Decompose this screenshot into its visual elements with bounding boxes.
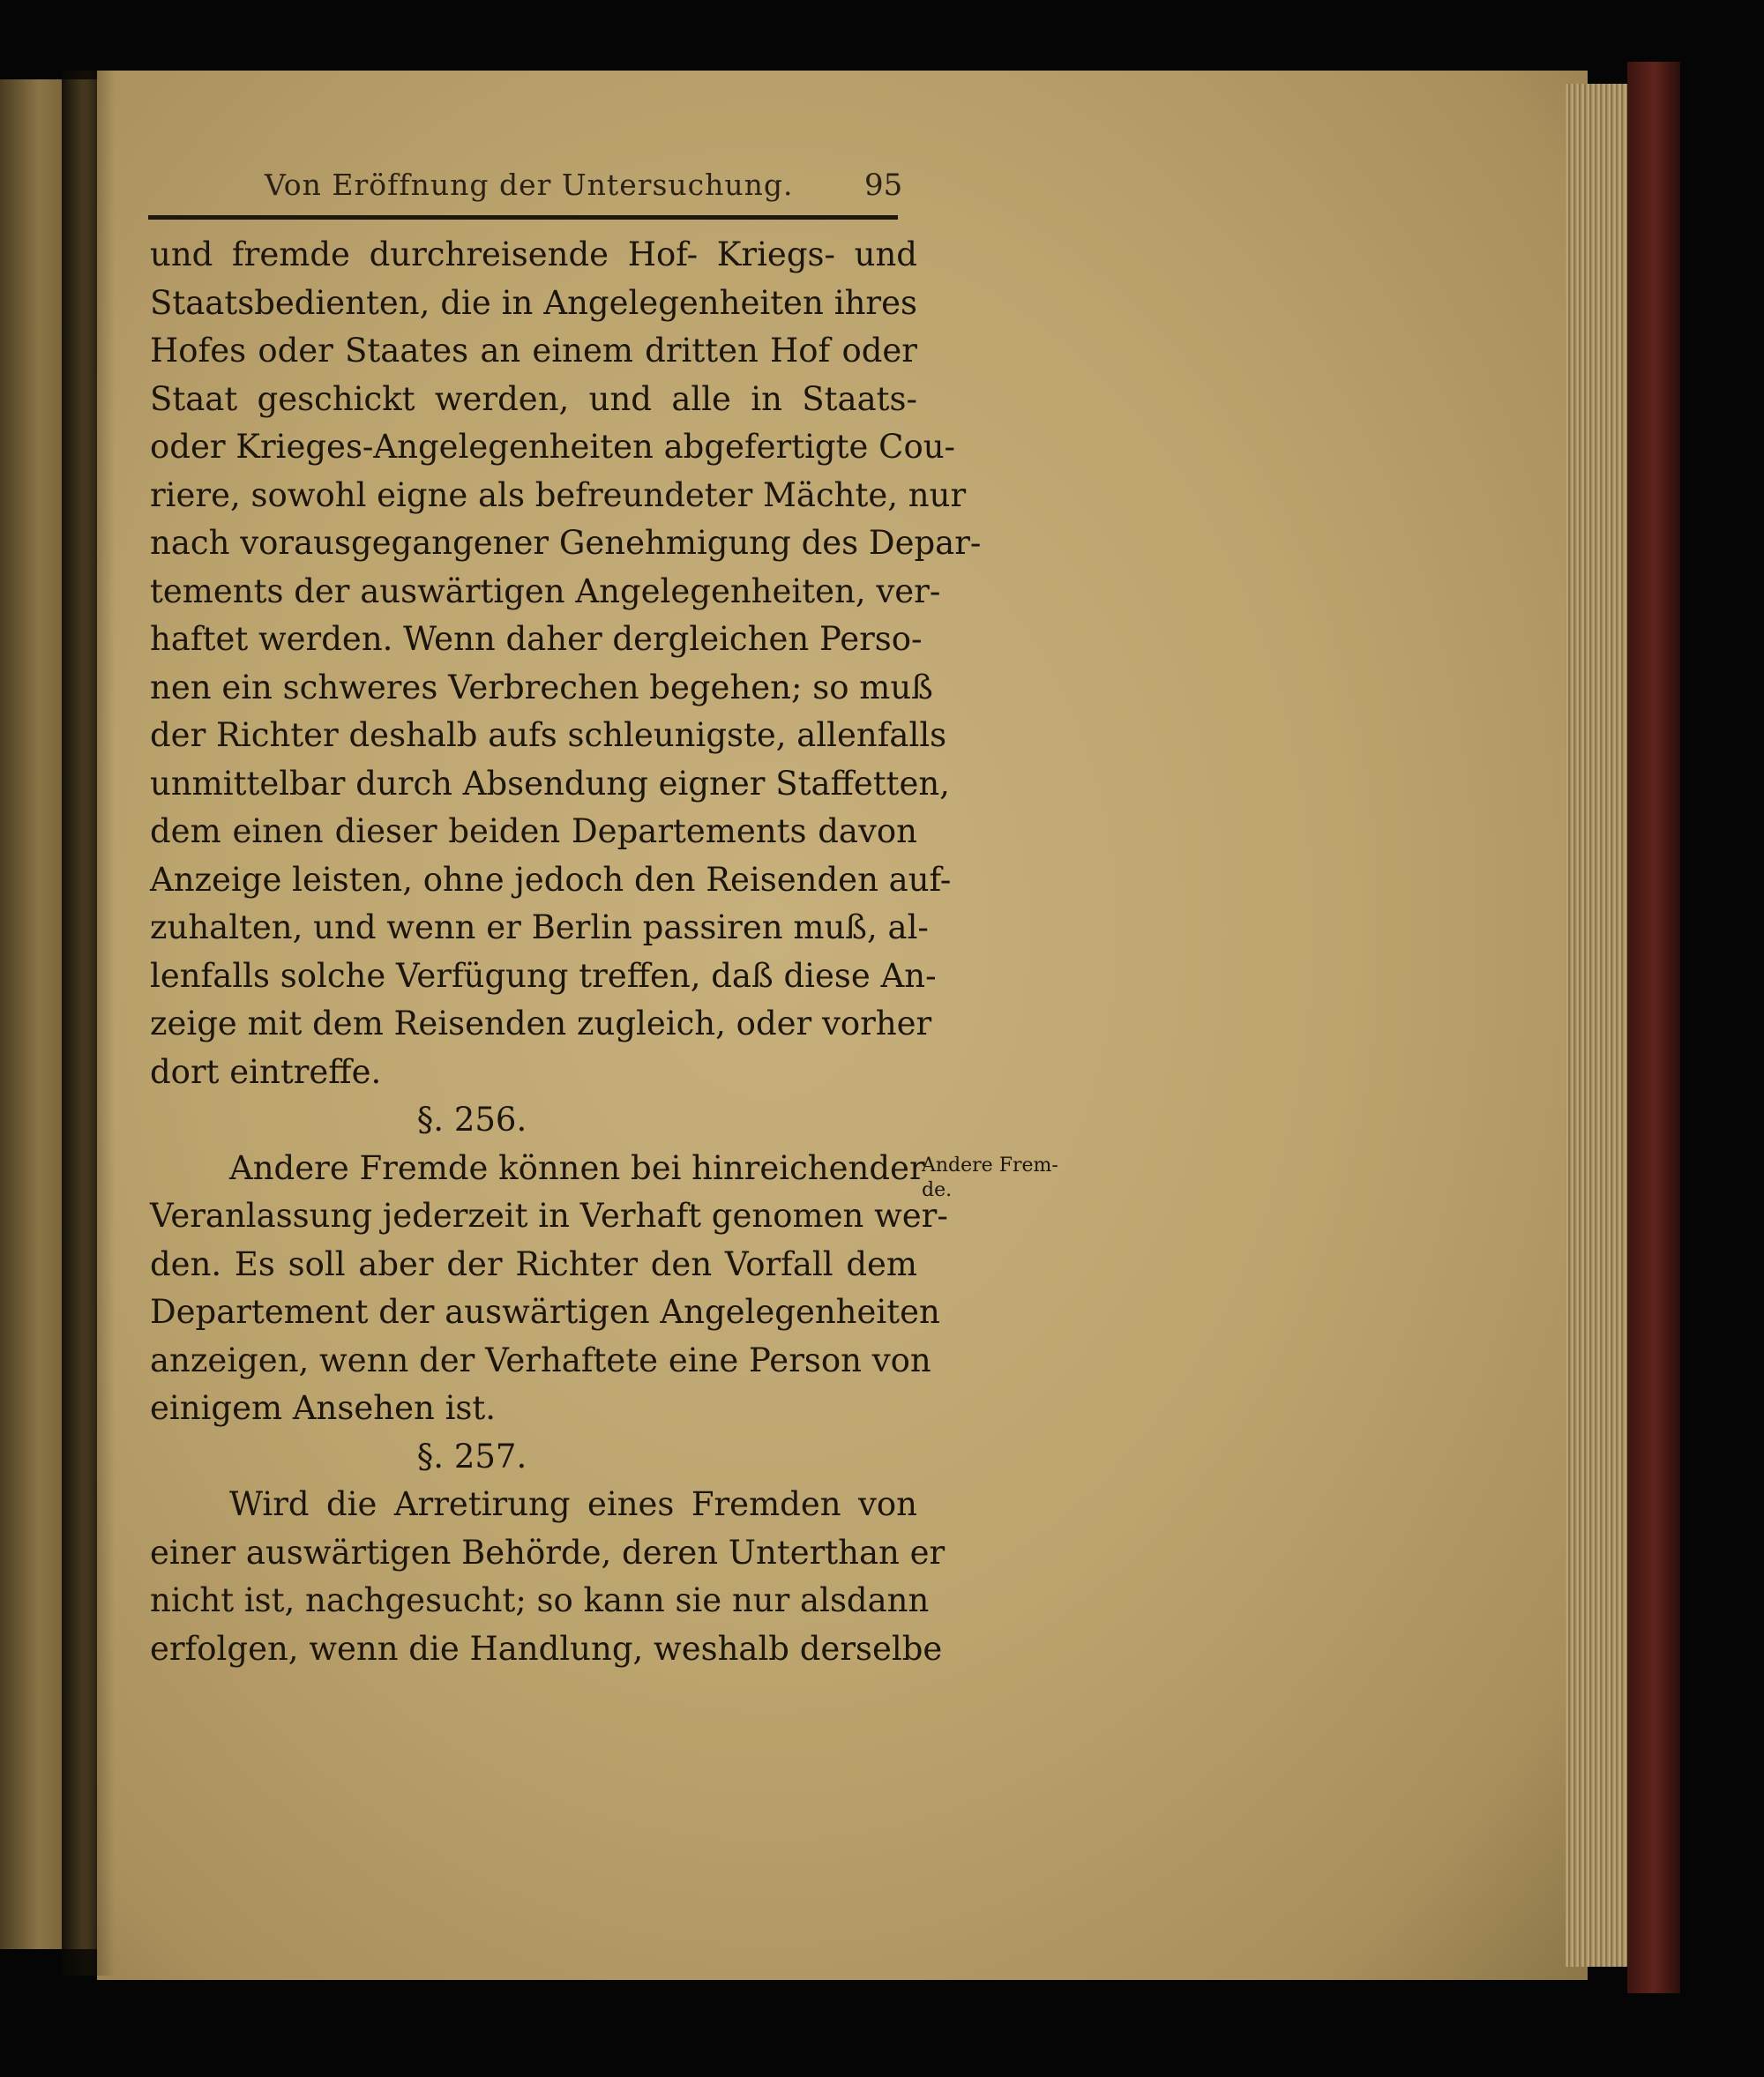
text-line: Staatsbedienten, die in Angelegenheiten ihres	[150, 283, 917, 322]
section-heading-256: §. 256.	[416, 1101, 527, 1139]
text-line: Departement der auswärtigen Angelegenheiten	[150, 1293, 940, 1331]
section-heading-257: §. 257.	[416, 1437, 527, 1476]
text-line: unmittelbar durch Absendung eigner Staffetten,	[150, 764, 950, 803]
marginal-note-line: Andere Frem-	[922, 1154, 1058, 1177]
running-head: Von Eröffnung der Untersuchung.	[265, 168, 794, 202]
text-line: und fremde durchreisende Hof- Kriegs- und	[150, 235, 917, 273]
text-line: dem einen dieser beiden Departements davon	[150, 812, 917, 850]
page-number: 95	[864, 168, 903, 203]
page-stack-edge	[1566, 84, 1627, 1967]
text-line: tements der auswärtigen Angelegenheiten, ver-	[150, 572, 941, 610]
text-line: einer auswärtigen Behörde, deren Unterthan er	[150, 1533, 946, 1572]
text-line: Anzeige leisten, ohne jedoch den Reisenden auf-	[150, 860, 952, 899]
text-line: riere, sowohl eigne als befreundeter Mächte, nur	[150, 475, 967, 514]
text-line: haftet werden. Wenn daher dergleichen Perso-	[150, 620, 923, 658]
text-line: Veranlassung jederzeit in Verhaft genomen wer-	[150, 1197, 948, 1235]
text-line: der Richter deshalb aufs schleunigste, allenfalls	[150, 716, 947, 754]
text-line: Hofes oder Staates an einem dritten Hof oder	[150, 332, 917, 370]
book-binding	[1627, 62, 1680, 1993]
paragraph-1	[150, 231, 982, 1096]
body-text	[150, 231, 982, 1673]
text-line: Staat geschickt werden, und alle in Staats-	[150, 379, 917, 418]
text-line: lenfalls solche Verfügung treffen, daß diese An-	[150, 956, 937, 995]
text-line: dort eintreffe.	[150, 1052, 382, 1091]
paragraph-257	[150, 1481, 946, 1673]
text-line: erfolgen, wenn die Handlung, weshalb derselbe	[150, 1629, 943, 1668]
text-line: anzeigen, wenn der Verhaftete eine Person von	[150, 1341, 931, 1379]
gutter-shadow	[62, 71, 115, 1976]
text-line: nicht ist, nachgesucht; so kann sie nur alsdann	[150, 1581, 930, 1619]
text-line: einigem Ansehen ist.	[150, 1389, 497, 1427]
text-line: zuhalten, und wenn er Berlin passiren muß, al-	[150, 908, 929, 946]
text-line: oder Krieges-Angelegenheiten abgefertigte Cou-	[150, 428, 956, 466]
text-line: nen ein schweres Verbrechen begehen; so muß	[150, 668, 933, 706]
text-line: Wird die Arretirung eines Fremden von	[229, 1485, 917, 1523]
text-line: nach vorausgegangener Genehmigung des Depar-	[150, 524, 982, 562]
marginal-note	[922, 1154, 1107, 1203]
header-rule	[148, 215, 898, 220]
marginal-note-line: de.	[922, 1179, 953, 1201]
text-line: zeige mit dem Reisenden zugleich, oder vorher	[150, 1005, 932, 1042]
paragraph-256	[150, 1145, 948, 1433]
text-line: den. Es soll aber der Richter den Vorfall dem	[150, 1244, 917, 1283]
text-line: Andere Fremde können bei hinreichender	[229, 1148, 925, 1187]
